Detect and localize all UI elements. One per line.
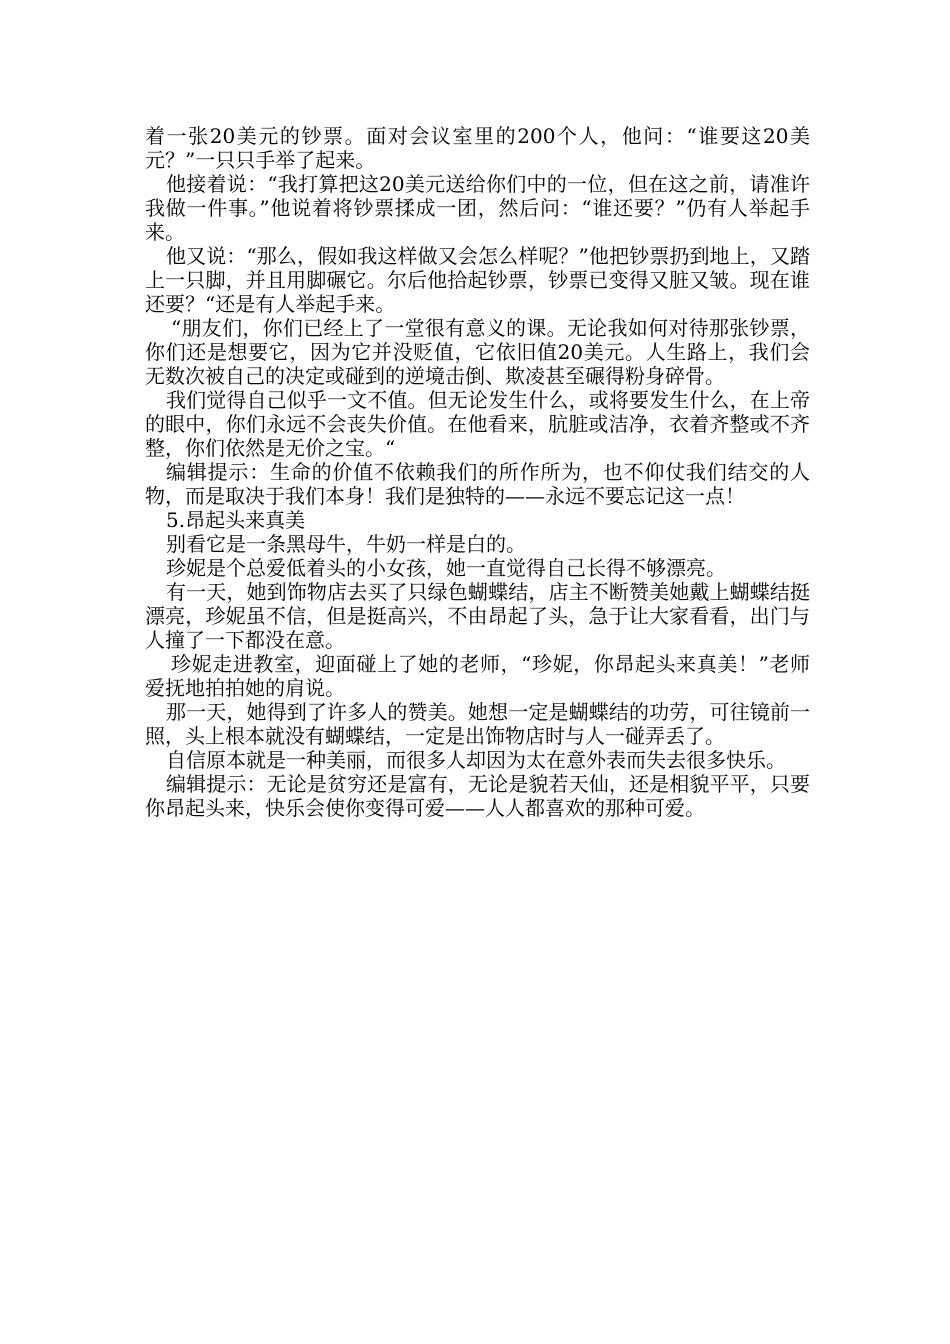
editor-note-2: 编辑提示：无论是贫穷还是富有，无论是貌若天仙，还是相貌平平，只要你昂起头来，快乐会使你变得可爱——人人都喜欢的那种可爱。 xyxy=(145,772,810,820)
paragraph-1: 着一张20美元的钞票。面对会议室里的200个人，他问：“谁要这20美元？”一只只手举了起来。 xyxy=(145,124,810,172)
paragraph-7: 别看它是一条黑母牛，牛奶一样是白的。 xyxy=(166,532,526,556)
paragraph-10: 珍妮走进教室，迎面碰上了她的老师，“珍妮，你昂起头来真美！”老师爱抚地拍拍她的肩说。 xyxy=(145,652,810,700)
paragraph-8: 珍妮是个总爱低着头的小女孩，她一直觉得自己长得不够漂亮。 xyxy=(166,556,726,580)
paragraph-9: 有一天，她到饰物店去买了只绿色蝴蝶结，店主不断赞美她戴上蝴蝶结挺漂亮，珍妮虽不信，但是挺高兴，不由昂起了头，急于让大家看看，出门与人撞了一下都没在意。 xyxy=(145,580,810,652)
section-heading: 5.昂起头来真美 xyxy=(166,508,306,532)
paragraph-12: 自信原本就是一种美丽，而很多人却因为太在意外表而失去很多快乐。 xyxy=(166,748,786,772)
editor-note-1: 编辑提示：生命的价值不依赖我们的所作所为，也不仰仗我们结交的人物，而是取决于我们本身！我们是独特的——永远不要忘记这一点！ xyxy=(145,460,810,508)
paragraph-11: 那一天，她得到了许多人的赞美。她想一定是蝴蝶结的功劳，可往镜前一照，头上根本就没有蝴蝶结，一定是出饰物店时与人一碰弄丢了。 xyxy=(145,700,810,748)
paragraph-2: 他接着说：“我打算把这20美元送给你们中的一位，但在这之前，请准许我做一件事。”他说着将钞票揉成一团，然后问：“谁还要？”仍有人举起手来。 xyxy=(145,172,810,244)
paragraph-3: 他又说：“那么，假如我这样做又会怎么样呢？”他把钞票扔到地上，又踏上一只脚，并且用脚碾它。尔后他拾起钞票，钞票已变得又脏又皱。现在谁还要？“还是有人举起手来。 xyxy=(145,244,810,316)
article-body xyxy=(145,124,810,820)
paragraph-4: “朋友们，你们已经上了一堂很有意义的课。无论我如何对待那张钞票，你们还是想要它，因为它并没贬值，它依旧值20美元。人生路上，我们会无数次被自己的决定或碰到的逆境击倒、欺凌甚至碾得粉身碎骨。 xyxy=(145,316,810,388)
paragraph-5: 我们觉得自己似乎一文不值。但无论发生什么，或将要发生什么，在上帝的眼中，你们永远不会丧失价值。在他看来，肮脏或洁净，衣着齐整或不齐整，你们依然是无价之宝。“ xyxy=(145,388,810,460)
